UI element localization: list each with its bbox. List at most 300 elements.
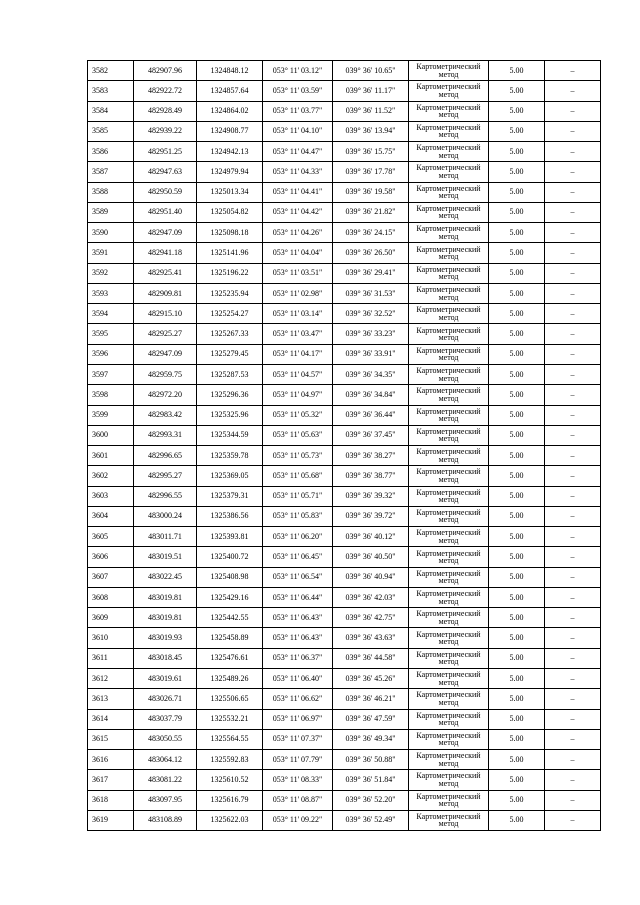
x-coordinate-cell: 483108.89 [134,810,197,830]
longitude-cell: 039° 36' 33.23" [333,324,409,344]
method-cell: Картометрический метод [409,567,489,587]
point-number-cell: 3603 [88,486,134,506]
accuracy-cell: 5.00 [489,283,545,303]
latitude-cell: 053° 11' 06.97" [263,709,333,729]
latitude-cell: 053° 11' 04.33" [263,162,333,182]
accuracy-cell: 5.00 [489,162,545,182]
y-coordinate-cell: 1324848.12 [197,61,263,81]
method-cell: Картометрический метод [409,547,489,567]
longitude-cell: 039° 36' 19.58" [333,182,409,202]
table-row [88,101,601,121]
x-coordinate-cell: 483081.22 [134,770,197,790]
x-coordinate-cell: 482972.20 [134,385,197,405]
longitude-cell: 039° 36' 29.41" [333,263,409,283]
latitude-cell: 053° 11' 05.71" [263,486,333,506]
latitude-cell: 053° 11' 04.04" [263,243,333,263]
y-coordinate-cell: 1325564.55 [197,729,263,749]
latitude-cell: 053° 11' 05.63" [263,425,333,445]
method-cell: Картометрический метод [409,729,489,749]
longitude-cell: 039° 36' 52.20" [333,790,409,810]
method-cell: Картометрический метод [409,587,489,607]
accuracy-cell: 5.00 [489,587,545,607]
table-row [88,121,601,141]
table-row [88,729,601,749]
y-coordinate-cell: 1325610.52 [197,770,263,790]
table-row [88,223,601,243]
x-coordinate-cell: 482951.40 [134,202,197,222]
note-cell: – [545,81,601,101]
latitude-cell: 053° 11' 04.26" [263,223,333,243]
accuracy-cell: 5.00 [489,567,545,587]
note-cell: – [545,162,601,182]
table-row [88,689,601,709]
y-coordinate-cell: 1325344.59 [197,425,263,445]
longitude-cell: 039° 36' 49.34" [333,729,409,749]
y-coordinate-cell: 1325393.81 [197,527,263,547]
x-coordinate-cell: 482941.18 [134,243,197,263]
longitude-cell: 039° 36' 40.94" [333,567,409,587]
latitude-cell: 053° 11' 02.98" [263,283,333,303]
table-row [88,709,601,729]
method-cell: Картометрический метод [409,364,489,384]
latitude-cell: 053° 11' 05.73" [263,446,333,466]
x-coordinate-cell: 483037.79 [134,709,197,729]
accuracy-cell: 5.00 [489,446,545,466]
table-row [88,466,601,486]
y-coordinate-cell: 1324864.02 [197,101,263,121]
method-cell: Картометрический метод [409,446,489,466]
y-coordinate-cell: 1325235.94 [197,283,263,303]
latitude-cell: 053° 11' 03.51" [263,263,333,283]
accuracy-cell: 5.00 [489,202,545,222]
latitude-cell: 053° 11' 04.57" [263,364,333,384]
method-cell: Картометрический метод [409,506,489,526]
point-number-cell: 3616 [88,750,134,770]
y-coordinate-cell: 1325254.27 [197,304,263,324]
note-cell: – [545,344,601,364]
y-coordinate-cell: 1325196.22 [197,263,263,283]
method-cell: Картометрический метод [409,304,489,324]
point-number-cell: 3612 [88,668,134,688]
table-row [88,364,601,384]
x-coordinate-cell: 483018.45 [134,648,197,668]
longitude-cell: 039° 36' 34.35" [333,364,409,384]
latitude-cell: 053° 11' 04.97" [263,385,333,405]
y-coordinate-cell: 1325054.82 [197,202,263,222]
y-coordinate-cell: 1325400.72 [197,547,263,567]
latitude-cell: 053° 11' 07.37" [263,729,333,749]
longitude-cell: 039° 36' 50.88" [333,750,409,770]
x-coordinate-cell: 482996.55 [134,486,197,506]
point-number-cell: 3598 [88,385,134,405]
point-number-cell: 3605 [88,527,134,547]
latitude-cell: 053° 11' 06.44" [263,587,333,607]
table-row [88,486,601,506]
accuracy-cell: 5.00 [489,243,545,263]
point-number-cell: 3604 [88,506,134,526]
y-coordinate-cell: 1325442.55 [197,608,263,628]
longitude-cell: 039° 36' 39.72" [333,506,409,526]
note-cell: – [545,770,601,790]
accuracy-cell: 5.00 [489,61,545,81]
note-cell: – [545,506,601,526]
accuracy-cell: 5.00 [489,364,545,384]
table-row [88,202,601,222]
y-coordinate-cell: 1324979.94 [197,162,263,182]
table-row [88,142,601,162]
x-coordinate-cell: 482928.49 [134,101,197,121]
y-coordinate-cell: 1325489.26 [197,668,263,688]
method-cell: Картометрический метод [409,466,489,486]
point-number-cell: 3592 [88,263,134,283]
point-number-cell: 3600 [88,425,134,445]
accuracy-cell: 5.00 [489,385,545,405]
table-row [88,162,601,182]
note-cell: – [545,324,601,344]
accuracy-cell: 5.00 [489,750,545,770]
note-cell: – [545,243,601,263]
latitude-cell: 053° 11' 03.14" [263,304,333,324]
table-row [88,770,601,790]
latitude-cell: 053° 11' 05.32" [263,405,333,425]
longitude-cell: 039° 36' 31.53" [333,283,409,303]
x-coordinate-cell: 483019.61 [134,668,197,688]
y-coordinate-cell: 1324942.13 [197,142,263,162]
table-row [88,608,601,628]
longitude-cell: 039° 36' 10.65" [333,61,409,81]
point-number-cell: 3589 [88,202,134,222]
method-cell: Картометрический метод [409,182,489,202]
longitude-cell: 039° 36' 13.94" [333,121,409,141]
longitude-cell: 039° 36' 47.59" [333,709,409,729]
longitude-cell: 039° 36' 17.78" [333,162,409,182]
latitude-cell: 053° 11' 06.43" [263,608,333,628]
method-cell: Картометрический метод [409,709,489,729]
method-cell: Картометрический метод [409,810,489,830]
note-cell: – [545,587,601,607]
longitude-cell: 039° 36' 44.58" [333,648,409,668]
x-coordinate-cell: 482925.27 [134,324,197,344]
point-number-cell: 3582 [88,61,134,81]
latitude-cell: 053° 11' 06.62" [263,689,333,709]
point-number-cell: 3619 [88,810,134,830]
point-number-cell: 3591 [88,243,134,263]
latitude-cell: 053° 11' 04.10" [263,121,333,141]
x-coordinate-cell: 482915.10 [134,304,197,324]
table-row [88,385,601,405]
x-coordinate-cell: 482922.72 [134,81,197,101]
accuracy-cell: 5.00 [489,729,545,749]
method-cell: Картометрический метод [409,486,489,506]
point-number-cell: 3599 [88,405,134,425]
longitude-cell: 039° 36' 36.44" [333,405,409,425]
table-row [88,628,601,648]
table-row [88,648,601,668]
point-number-cell: 3611 [88,648,134,668]
y-coordinate-cell: 1325296.36 [197,385,263,405]
x-coordinate-cell: 482993.31 [134,425,197,445]
point-number-cell: 3585 [88,121,134,141]
method-cell: Картометрический метод [409,223,489,243]
table-row [88,668,601,688]
note-cell: – [545,405,601,425]
latitude-cell: 053° 11' 03.47" [263,324,333,344]
note-cell: – [545,121,601,141]
accuracy-cell: 5.00 [489,344,545,364]
longitude-cell: 039° 36' 34.84" [333,385,409,405]
coordinates-table [87,60,601,831]
latitude-cell: 053° 11' 06.37" [263,648,333,668]
note-cell: – [545,790,601,810]
point-number-cell: 3602 [88,466,134,486]
x-coordinate-cell: 483019.93 [134,628,197,648]
accuracy-cell: 5.00 [489,101,545,121]
note-cell: – [545,668,601,688]
longitude-cell: 039° 36' 51.84" [333,770,409,790]
table-row [88,506,601,526]
point-number-cell: 3613 [88,689,134,709]
table-row [88,182,601,202]
point-number-cell: 3590 [88,223,134,243]
table-row [88,61,601,81]
point-number-cell: 3584 [88,101,134,121]
table-row [88,547,601,567]
accuracy-cell: 5.00 [489,486,545,506]
x-coordinate-cell: 482947.09 [134,223,197,243]
table-row [88,587,601,607]
longitude-cell: 039° 36' 37.45" [333,425,409,445]
longitude-cell: 039° 36' 15.75" [333,142,409,162]
point-number-cell: 3596 [88,344,134,364]
x-coordinate-cell: 482995.27 [134,466,197,486]
method-cell: Картометрический метод [409,425,489,445]
latitude-cell: 053° 11' 06.40" [263,668,333,688]
point-number-cell: 3618 [88,790,134,810]
accuracy-cell: 5.00 [489,648,545,668]
x-coordinate-cell: 482947.09 [134,344,197,364]
table-row [88,344,601,364]
table-row [88,567,601,587]
method-cell: Картометрический метод [409,142,489,162]
method-cell: Картометрический метод [409,243,489,263]
point-number-cell: 3615 [88,729,134,749]
x-coordinate-cell: 482959.75 [134,364,197,384]
method-cell: Картометрический метод [409,527,489,547]
point-number-cell: 3607 [88,567,134,587]
x-coordinate-cell: 482907.96 [134,61,197,81]
table-row [88,243,601,263]
longitude-cell: 039° 36' 42.75" [333,608,409,628]
accuracy-cell: 5.00 [489,182,545,202]
y-coordinate-cell: 1325592.83 [197,750,263,770]
accuracy-cell: 5.00 [489,466,545,486]
latitude-cell: 053° 11' 08.87" [263,790,333,810]
accuracy-cell: 5.00 [489,608,545,628]
latitude-cell: 053° 11' 07.79" [263,750,333,770]
accuracy-cell: 5.00 [489,121,545,141]
coordinates-table-body [88,61,601,831]
y-coordinate-cell: 1324908.77 [197,121,263,141]
accuracy-cell: 5.00 [489,81,545,101]
longitude-cell: 039° 36' 43.63" [333,628,409,648]
y-coordinate-cell: 1325458.89 [197,628,263,648]
accuracy-cell: 5.00 [489,790,545,810]
method-cell: Картометрический метод [409,689,489,709]
method-cell: Картометрический метод [409,770,489,790]
latitude-cell: 053° 11' 04.42" [263,202,333,222]
longitude-cell: 039° 36' 46.21" [333,689,409,709]
note-cell: – [545,750,601,770]
x-coordinate-cell: 482996.65 [134,446,197,466]
method-cell: Картометрический метод [409,162,489,182]
note-cell: – [545,182,601,202]
method-cell: Картометрический метод [409,101,489,121]
table-row [88,790,601,810]
point-number-cell: 3610 [88,628,134,648]
accuracy-cell: 5.00 [489,425,545,445]
table-row [88,304,601,324]
note-cell: – [545,283,601,303]
accuracy-cell: 5.00 [489,547,545,567]
point-number-cell: 3593 [88,283,134,303]
method-cell: Картометрический метод [409,61,489,81]
x-coordinate-cell: 482951.25 [134,142,197,162]
x-coordinate-cell: 483019.81 [134,587,197,607]
latitude-cell: 053° 11' 09.22" [263,810,333,830]
accuracy-cell: 5.00 [489,223,545,243]
point-number-cell: 3617 [88,770,134,790]
accuracy-cell: 5.00 [489,527,545,547]
point-number-cell: 3614 [88,709,134,729]
y-coordinate-cell: 1325287.53 [197,364,263,384]
y-coordinate-cell: 1325267.33 [197,324,263,344]
latitude-cell: 053° 11' 03.77" [263,101,333,121]
note-cell: – [545,446,601,466]
latitude-cell: 053° 11' 08.33" [263,770,333,790]
note-cell: – [545,466,601,486]
longitude-cell: 039° 36' 40.12" [333,527,409,547]
x-coordinate-cell: 482983.42 [134,405,197,425]
point-number-cell: 3606 [88,547,134,567]
y-coordinate-cell: 1325408.98 [197,567,263,587]
latitude-cell: 053° 11' 04.47" [263,142,333,162]
table-row [88,446,601,466]
longitude-cell: 039° 36' 33.91" [333,344,409,364]
method-cell: Картометрический метод [409,668,489,688]
point-number-cell: 3608 [88,587,134,607]
x-coordinate-cell: 483050.55 [134,729,197,749]
x-coordinate-cell: 483097.95 [134,790,197,810]
longitude-cell: 039° 36' 45.26" [333,668,409,688]
method-cell: Картометрический метод [409,324,489,344]
y-coordinate-cell: 1325506.65 [197,689,263,709]
table-row [88,81,601,101]
y-coordinate-cell: 1325429.16 [197,587,263,607]
note-cell: – [545,142,601,162]
y-coordinate-cell: 1325279.45 [197,344,263,364]
accuracy-cell: 5.00 [489,405,545,425]
table-row [88,810,601,830]
note-cell: – [545,567,601,587]
note-cell: – [545,810,601,830]
method-cell: Картометрический метод [409,283,489,303]
point-number-cell: 3595 [88,324,134,344]
x-coordinate-cell: 482925.41 [134,263,197,283]
point-number-cell: 3587 [88,162,134,182]
longitude-cell: 039° 36' 40.50" [333,547,409,567]
method-cell: Картометрический метод [409,202,489,222]
y-coordinate-cell: 1325476.61 [197,648,263,668]
y-coordinate-cell: 1325379.31 [197,486,263,506]
x-coordinate-cell: 482950.59 [134,182,197,202]
x-coordinate-cell: 482909.81 [134,283,197,303]
table-row [88,405,601,425]
y-coordinate-cell: 1325325.96 [197,405,263,425]
method-cell: Картометрический метод [409,750,489,770]
longitude-cell: 039° 36' 38.27" [333,446,409,466]
y-coordinate-cell: 1325616.79 [197,790,263,810]
note-cell: – [545,486,601,506]
point-number-cell: 3594 [88,304,134,324]
latitude-cell: 053° 11' 06.20" [263,527,333,547]
y-coordinate-cell: 1325141.96 [197,243,263,263]
method-cell: Картометрический метод [409,405,489,425]
note-cell: – [545,263,601,283]
x-coordinate-cell: 483022.45 [134,567,197,587]
method-cell: Картометрический метод [409,121,489,141]
y-coordinate-cell: 1325369.05 [197,466,263,486]
note-cell: – [545,709,601,729]
accuracy-cell: 5.00 [489,689,545,709]
accuracy-cell: 5.00 [489,709,545,729]
y-coordinate-cell: 1325359.78 [197,446,263,466]
y-coordinate-cell: 1325532.21 [197,709,263,729]
x-coordinate-cell: 483064.12 [134,750,197,770]
note-cell: – [545,608,601,628]
point-number-cell: 3609 [88,608,134,628]
accuracy-cell: 5.00 [489,506,545,526]
method-cell: Картометрический метод [409,385,489,405]
x-coordinate-cell: 483011.71 [134,527,197,547]
longitude-cell: 039° 36' 39.32" [333,486,409,506]
x-coordinate-cell: 482939.22 [134,121,197,141]
accuracy-cell: 5.00 [489,263,545,283]
note-cell: – [545,648,601,668]
table-row [88,527,601,547]
latitude-cell: 053° 11' 05.83" [263,506,333,526]
accuracy-cell: 5.00 [489,668,545,688]
longitude-cell: 039° 36' 11.52" [333,101,409,121]
x-coordinate-cell: 483019.81 [134,608,197,628]
note-cell: – [545,547,601,567]
x-coordinate-cell: 483019.51 [134,547,197,567]
y-coordinate-cell: 1325386.56 [197,506,263,526]
table-row [88,750,601,770]
point-number-cell: 3588 [88,182,134,202]
note-cell: – [545,628,601,648]
note-cell: – [545,527,601,547]
latitude-cell: 053° 11' 03.12" [263,61,333,81]
point-number-cell: 3586 [88,142,134,162]
longitude-cell: 039° 36' 32.52" [333,304,409,324]
accuracy-cell: 5.00 [489,142,545,162]
x-coordinate-cell: 483000.24 [134,506,197,526]
note-cell: – [545,202,601,222]
method-cell: Картометрический метод [409,628,489,648]
point-number-cell: 3583 [88,81,134,101]
table-row [88,324,601,344]
note-cell: – [545,689,601,709]
